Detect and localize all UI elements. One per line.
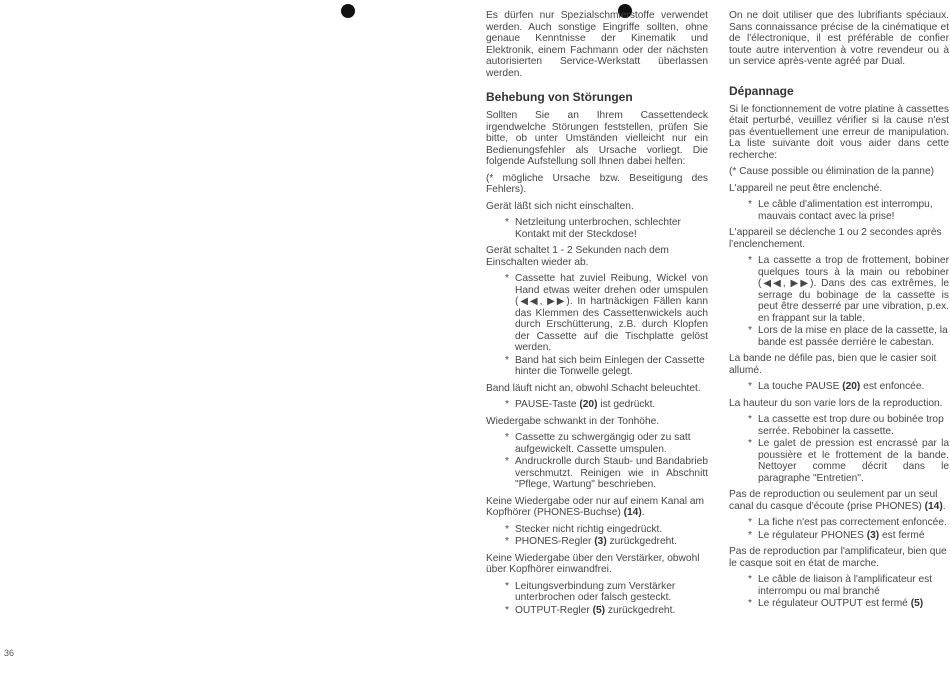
german-column [486,10,708,621]
list-item: * Netzleitung unterbrochen, schlechter Kontakt mit der Steckdose! [486,217,708,240]
list-item: * Stecker nicht richtig eingedrückt. [486,524,708,536]
french-fault-no-amplifier-causes [729,574,949,610]
german-fault-no-headphones-causes [486,524,708,548]
german-fault-tape-not-running-causes [486,399,708,411]
list-item: * Le câble d'alimentation est interrompu, mauvais contact avec la prise! [729,199,949,222]
french-heading: Dépannage [729,83,794,98]
list-item: * PHONES-Regler (3) zurückgedreht. [486,536,708,548]
french-fault-no-headphones-causes [729,517,949,541]
german-fault-no-power: Gerät läßt sich nicht einschalten. [486,200,634,212]
list-item: * Lors de la mise en place de la cassette, la bande est passée derrière le cabestan. [729,325,949,348]
german-fault-switches-off-causes [486,273,708,378]
list-item: * Le galet de pression est encrassé par la poussière et le frottement de la bande. Nettoyer comme décrit dans le paragraphe "Entretien". [729,438,949,484]
french-fault-tape-not-running: La bande ne défile pas, bien que le casier soit allumé. [729,353,937,376]
french-fault-no-power: L'appareil ne peut être enclenché. [729,182,883,194]
french-fault-no-power-causes [729,199,949,222]
french-lead: Si le fonctionnement de votre platine à cassettes était perturbé, veuillez vérifier si la cause n'est pas éventuellement une erreur de manipulation. La liste suivante doit vous aider dans cette recherche: [729,103,949,161]
list-item: * La touche PAUSE (20) est enfoncée. [729,381,949,393]
ref-number: (3) [866,529,880,541]
list-item: * Band hat sich beim Einlegen der Cassette hinter die Tonwelle gelegt. [486,355,708,378]
german-intro: Es dürfen nur Spezialschmierstoffe verwendet werden. Auch sonstige Eingriffe sollten, ohne genaue Kenntnisse der Kinematik und Elektronik, einem Fachmann oder der nächsten autorisierten Service-Werkstatt überlassen werden. [486,10,708,79]
list-item: * La cassette a trop de frottement, bobiner quelques tours à la main ou rebobiner (◀◀, ▶▶). Dans des cas extrêmes, le serrage du bobinage de la cassette is peut être desserré par une vibration, p.ex. en frappant sur la table. [729,255,949,324]
french-column [729,10,949,615]
french-fault-pitch-varies-causes [729,414,949,484]
french-fault-no-amplifier: Pas de reproduction par l'amplificateur, bien que le casque soit en état de marche. [729,546,947,569]
page-number: 36 [4,648,15,658]
german-legend: (* mögliche Ursache bzw. Beseitigung des Fehlers). [486,172,708,195]
french-fault-tape-not-running-causes [729,381,949,393]
list-item: * La fiche n'est pas correctement enfoncée. [729,517,949,529]
list-item: * Le câble de liaison à l'amplificateur est interrompu ou mal branché [729,574,949,597]
german-fault-no-amplifier-causes [486,581,708,617]
ref-number: (14) [623,507,642,518]
ref-number: (3) [594,536,607,547]
french-fault-no-headphones: Pas de reproduction ou seulement par un seul canal du casque d'écoute (prise PHONES) (14). [729,489,946,512]
german-fault-no-amplifier: Keine Wiedergabe über den Verstärker, obwohl über Kopfhörer einwandfrei. [486,552,700,575]
german-fault-pitch-wavers-causes [486,432,708,491]
german-lead: Sollten Sie an Ihrem Cassettendeck irgendwelche Störungen feststellen, prüfen Sie bitte, ob unter Umständen vielleicht nur ein Bedienungsfehler als Ursache vorliegt. Die folgende Aufstellung soll Ihnen dabei helfen: [486,110,708,167]
list-item: * Cassette hat zuviel Reibung, Wickel von Hand etwas weiter drehen oder umspulen (◀◀, ▶▶). In hartnäckigen Fällen kann das Klemmen des Cassettenwickels auch durch Erschütterung, z.B. durch Klopfen der Cassette auf die Tischplatte gelöst werden. [486,273,708,354]
list-item: * Le régulateur OUTPUT est fermé (5) [729,598,949,610]
german-fault-no-power-causes [486,217,708,240]
ref-number: (5) [910,598,924,609]
list-item: * Cassette zu schwergängig oder zu satt aufgewickelt. Cassette umspulen. [486,432,708,455]
german-fault-tape-not-running: Band läuft nicht an, obwohl Schacht beleuchtet. [486,382,701,394]
french-fault-pitch-varies: La hauteur du son varie lors de la reproduction. [729,397,943,409]
list-item: * PAUSE-Taste (20) ist gedrückt. [486,399,708,411]
list-item: * La cassette est trop dure ou bobinée trop serrée. Rebobiner la cassette. [729,414,949,437]
ref-number: (20) [842,381,861,392]
german-heading: Behebung von Störungen [486,90,633,104]
french-intro: On ne doit utiliser que des lubrifiants spéciaux. Sans connaissance précise de la cinématique et de l'électronique, il est préférable de confier toute autre intervention à votre revendeur ou à un service après-vente agréé par Dual. [729,10,949,67]
german-fault-pitch-wavers: Wiedergabe schwankt in der Tonhöhe. [486,415,660,427]
list-item: * Le régulateur PHONES (3) est fermé [729,530,949,542]
binder-hole-left [341,4,355,18]
french-fault-switches-off-causes [729,255,949,348]
list-item: * Andruckrolle durch Staub- und Bandabrieb verschmutzt. Reinigen wie in Abschnitt "Pflege, Wartung" beschrieben. [486,456,708,491]
ref-number: (14) [924,500,943,512]
ref-number: (5) [592,604,606,616]
ref-number: (20) [579,399,598,410]
german-fault-no-headphones: Keine Wiedergabe oder nur auf einem Kanal am Kopfhörer (PHONES-Buchse) (14). [486,495,705,518]
list-item: * Leitungsverbindung zum Verstärker unterbrochen oder falsch gesteckt. [486,581,708,604]
list-item: * OUTPUT-Regler (5) zurückgedreht. [486,605,708,617]
french-legend: (* Cause possible ou élimination de la panne) [729,166,935,177]
german-fault-switches-off: Gerät schaltet 1 - 2 Sekunden nach dem Einschalten wieder ab. [486,245,669,268]
french-fault-switches-off: L'appareil se déclenche 1 ou 2 secondes après l'enclenchement. [729,227,942,250]
